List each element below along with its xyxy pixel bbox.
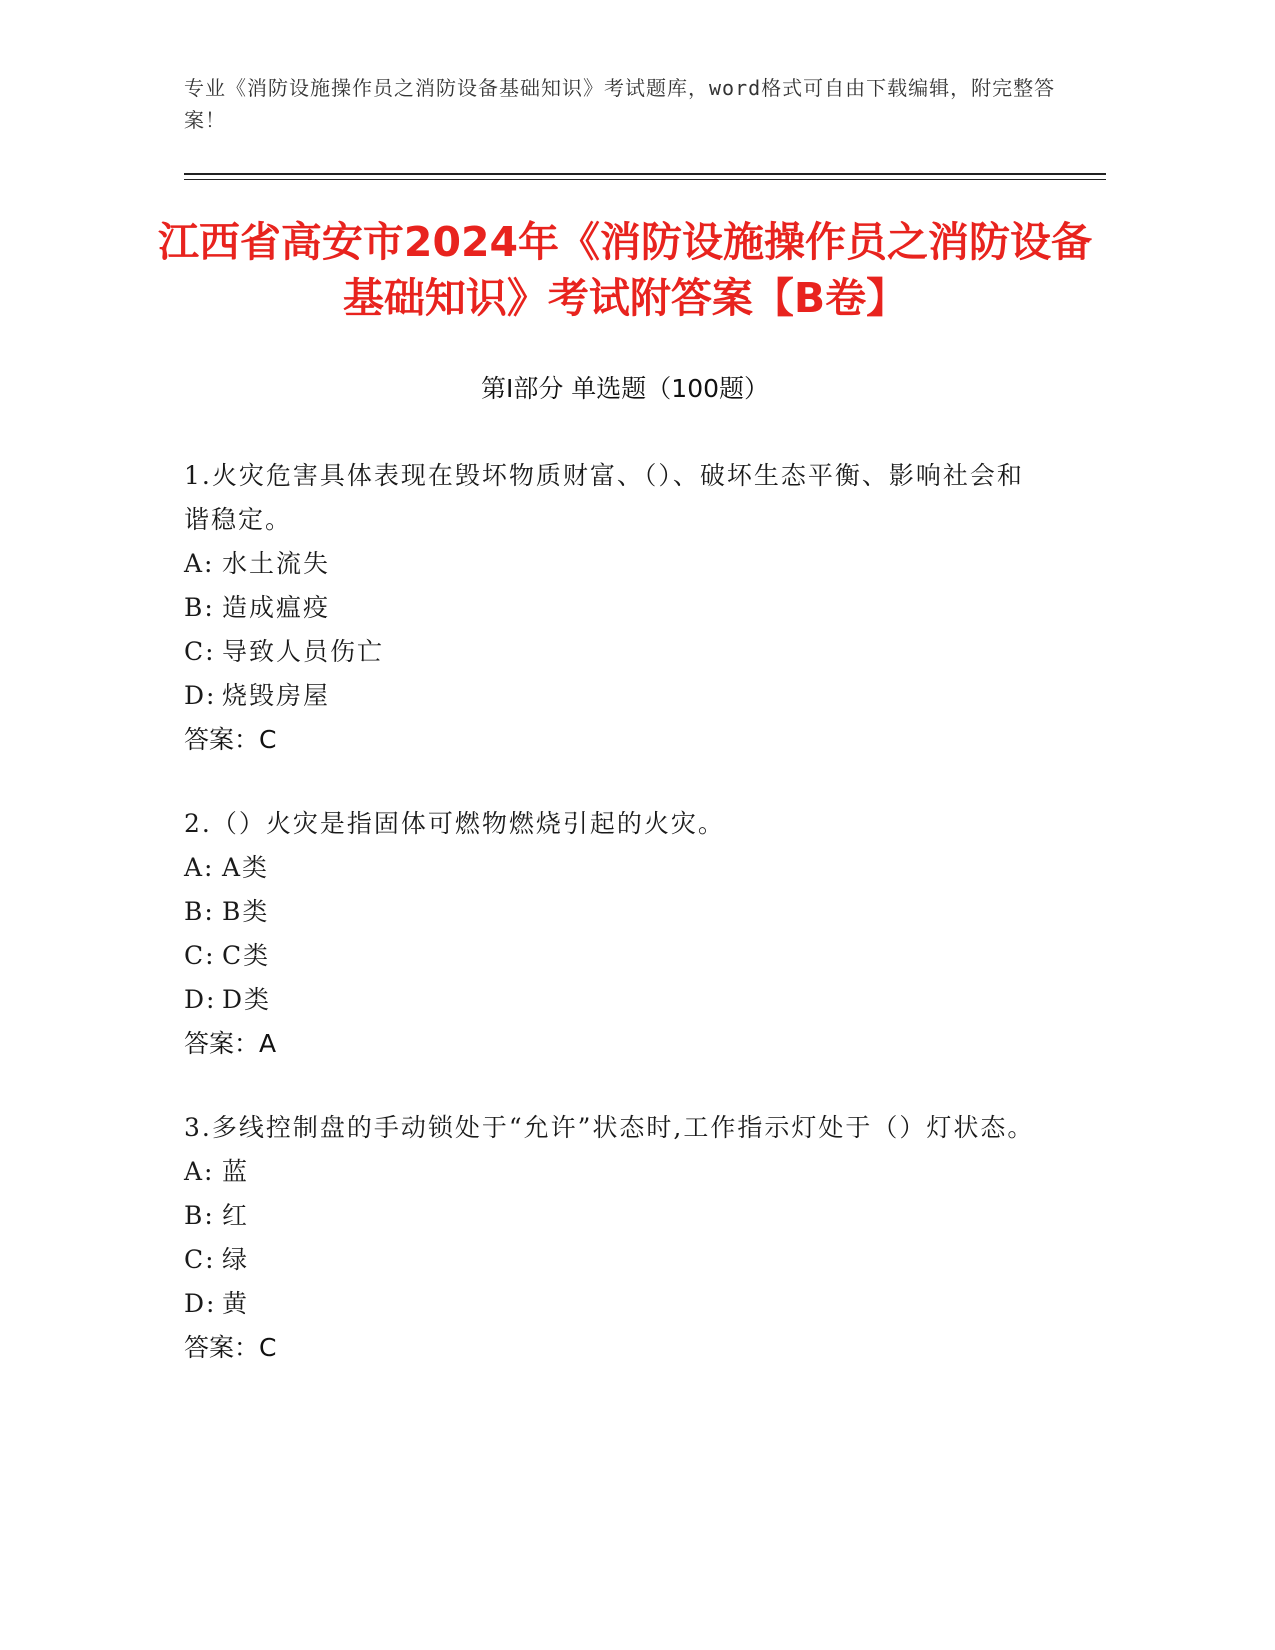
option-key: B: (184, 1201, 215, 1230)
option-text: D类 (222, 985, 272, 1014)
question-1 (184, 454, 1044, 762)
option-d (184, 674, 1044, 718)
document-title: 江西省高安市2024年《消防设施操作员之消防设备基础知识》考试附答案【B卷】 (157, 218, 1093, 322)
option-text: 烧毁房屋 (222, 681, 331, 710)
option-c (184, 630, 1044, 674)
option-key: C: (184, 637, 216, 666)
option-d (184, 1282, 1044, 1326)
question-3 (184, 1106, 1044, 1370)
option-text: 蓝 (222, 1157, 250, 1186)
question-list (184, 454, 1044, 1410)
option-a (184, 1150, 1044, 1194)
option-key: B: (184, 593, 215, 622)
option-text: 造成瘟疫 (222, 593, 331, 622)
question-stem: 3.多线控制盘的手动锁处于“允许”状态时,工作指示灯处于（）灯状态。 (184, 1113, 1035, 1142)
option-b (184, 1194, 1044, 1238)
option-key: A: (184, 549, 215, 578)
option-key: C: (184, 941, 216, 970)
option-text: A类 (222, 853, 270, 882)
header-rule-thick (184, 173, 1106, 175)
option-text: 绿 (222, 1245, 250, 1274)
option-a (184, 846, 1044, 890)
question-stem: 2.（）火灾是指固体可燃物燃烧引起的火灾。 (184, 809, 725, 838)
option-text: 红 (222, 1201, 250, 1230)
answer: 答案：C (184, 1333, 277, 1362)
page-header: 专业《消防设施操作员之消防设备基础知识》考试题库，word格式可自由下载编辑，附完整答案！ (184, 76, 1056, 132)
option-b (184, 890, 1044, 934)
option-key: D: (184, 681, 217, 710)
answer: 答案：C (184, 725, 277, 754)
header-rule-thin (184, 179, 1106, 180)
option-text: C类 (222, 941, 271, 970)
option-c (184, 1238, 1044, 1282)
answer: 答案：A (184, 1029, 277, 1058)
option-a (184, 542, 1044, 586)
section-title: 第Ⅰ部分 单选题（100题） (480, 374, 770, 403)
option-b (184, 586, 1044, 630)
option-text: 水土流失 (222, 549, 331, 578)
option-key: B: (184, 897, 215, 926)
option-text: 导致人员伤亡 (222, 637, 385, 666)
option-text: 黄 (222, 1289, 250, 1318)
option-key: A: (184, 1157, 215, 1186)
option-key: D: (184, 985, 217, 1014)
question-stem: 1.火灾危害具体表现在毁坏物质财富、（）、破坏生态平衡、影响社会和谐稳定。 (184, 461, 1024, 534)
option-c (184, 934, 1044, 978)
option-key: D: (184, 1289, 217, 1318)
question-2 (184, 802, 1044, 1066)
option-key: A: (184, 853, 215, 882)
option-key: C: (184, 1245, 216, 1274)
option-d (184, 978, 1044, 1022)
option-text: B类 (222, 897, 270, 926)
